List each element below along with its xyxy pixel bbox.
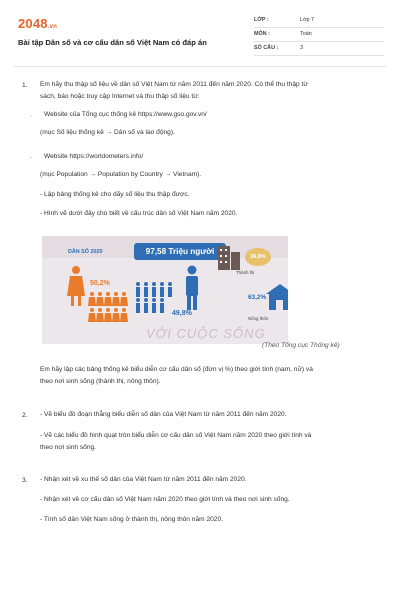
logo-suffix: .vn [47, 24, 58, 30]
q1-intro-line1: Em hãy thu thập số liệu về dân số Việt Nam từ năm 2011 đến năm 2020. Có thể thu thập từ [40, 81, 308, 88]
logo-text: 2048 [18, 16, 48, 31]
question-number: 1. [22, 82, 28, 89]
female-figure-icon [67, 266, 85, 306]
meta-row-subject [254, 28, 384, 42]
q3-line2: - Nhận xét về cơ cấu dân số Việt Nam năm 2020 theo giới tính và theo nơi sinh sống. [40, 496, 290, 503]
meta-key: SỐ CÂU : [254, 45, 279, 51]
header [18, 12, 384, 58]
source-suffix: ) [337, 342, 340, 349]
male-percentage: 49,8% [172, 310, 192, 317]
header-divider [14, 66, 386, 67]
q1-task1: - Lập bảng thống kê cho dãy số liệu thu thập được. [40, 191, 190, 198]
bullet: · [30, 154, 33, 161]
question-number: 2. [22, 412, 28, 419]
q1-site2[interactable]: Website https://worldometers.info/ [44, 153, 144, 160]
population-total: 97,58 Triệu người [134, 243, 226, 260]
rural-label: Nông thôn [248, 316, 269, 321]
q2-line2: - Vẽ các biểu đồ hình quạt tròn biểu diễn cơ cấu dân số Việt Nam năm 2020 theo giới tính và [40, 432, 312, 439]
urban-label: Thành thị [236, 270, 255, 275]
meta-row-count [254, 42, 384, 56]
rural-house-icon [266, 284, 288, 310]
population-infographic [42, 236, 288, 344]
q1-ask-line1: Em hãy lập các bảng thống kê biểu diễn cơ cấu dân số (đơn vị %) theo giới tính (nam, nữ) và [40, 366, 313, 373]
urban-percentage: 36,8% [245, 248, 271, 266]
male-small-figures-icon [136, 282, 172, 313]
meta-value: Lớp 7 [300, 17, 315, 23]
meta-value: Toán [300, 31, 312, 37]
bullet: · [30, 112, 33, 119]
female-percentage: 50,2% [90, 280, 110, 287]
q1-intro-line2: sách, báo hoặc truy cập Internet và thu thập số liệu từ: [40, 93, 200, 100]
meta-key: LỚP : [254, 17, 269, 23]
meta-row-class [254, 14, 384, 28]
rural-percentage: 63,2% [248, 294, 267, 301]
meta-value: 3 [300, 45, 303, 51]
meta-key: MÔN : [254, 31, 270, 37]
infographic-watermark: VỚI CUỘC SỐNG [146, 326, 266, 341]
site-logo[interactable] [18, 16, 57, 31]
q1-site1[interactable]: Website của Tổng cục thống kê https://www.gso.gov.vn/ [44, 111, 207, 118]
q3-line3: - Tính số dân Việt Nam sống ở thành thị, nông thôn năm 2020. [40, 516, 223, 523]
q3-line1: - Nhận xét về xu thế số dân của Việt Nam từ năm 2011 đến năm 2020. [40, 476, 247, 483]
q1-site1-note: (mục Số liệu thống kê → Dân số và lao động). [40, 129, 175, 136]
meta-table [254, 14, 384, 56]
question-number: 3. [22, 477, 28, 484]
female-small-figures-icon [88, 292, 128, 322]
city-buildings-icon [218, 246, 240, 270]
q1-task2: - Hình vẽ dưới đây cho biết về cấu trúc dân số Việt Nam năm 2020. [40, 210, 238, 217]
q2-line3: theo nơi sinh sống. [40, 444, 97, 451]
infographic-label: DÂN SỐ 2020 [68, 249, 103, 255]
infographic-source [262, 342, 340, 349]
q2-line1: - Vẽ biểu đồ đoạn thẳng biểu diễn số dân của Việt Nam từ năm 2011 đến năm 2020. [40, 411, 287, 418]
source-prefix: (Theo [262, 342, 282, 349]
document-title: Bài tập Dân số và cơ cấu dân số Việt Nam có đáp án [18, 38, 207, 47]
q1-site2-note: (mục Population → Population by Country → Vietnam). [40, 171, 202, 178]
q1-ask-line2: theo nơi sinh sống (thành thị, nông thôn). [40, 378, 161, 385]
male-figure-icon [186, 266, 198, 311]
source-name: Tổng cục Thống kê [281, 342, 338, 349]
